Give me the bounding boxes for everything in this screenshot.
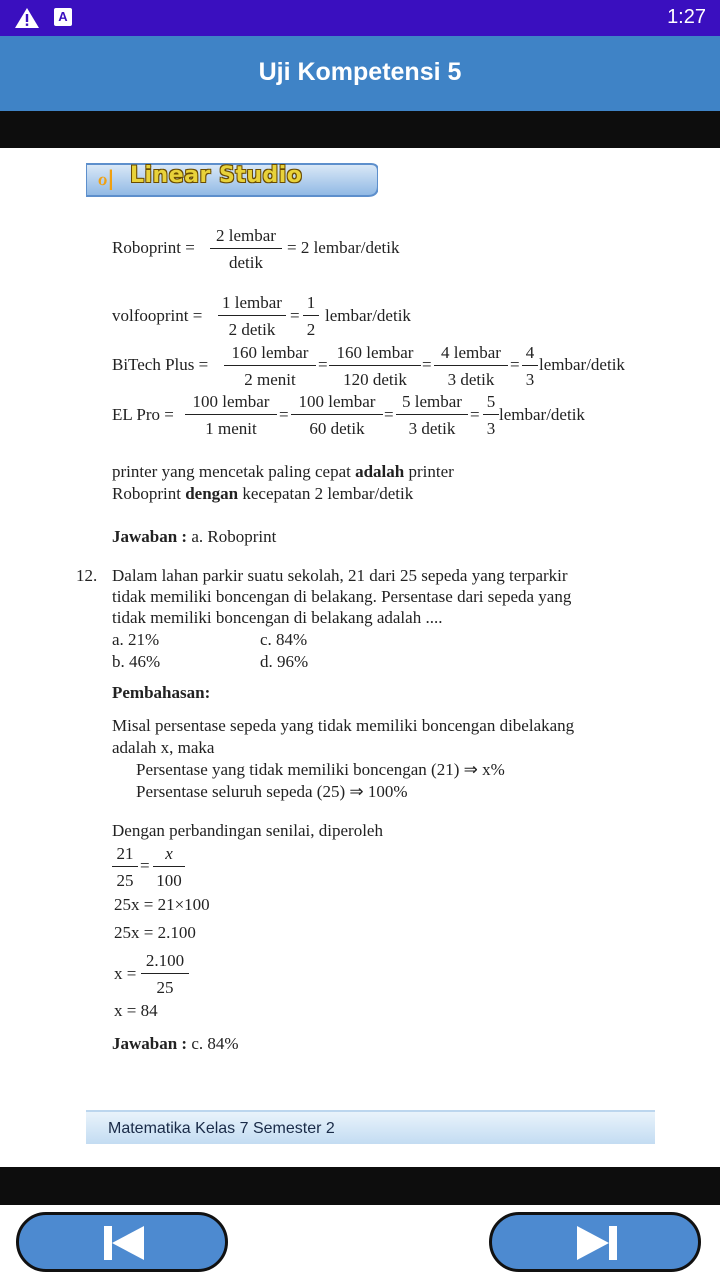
top-divider-bar: [0, 111, 720, 148]
roboprint-result: = 2 lembar/detik: [287, 238, 400, 257]
step-3-lhs: x =: [114, 964, 137, 983]
navigation-bar: [0, 1205, 720, 1280]
bitech-unit: lembar/detik: [539, 355, 625, 374]
equals-sign: =: [279, 405, 289, 424]
volfooprint-fraction-1: 1 lembar 2 detik: [218, 293, 286, 340]
bitech-label: BiTech Plus =: [112, 355, 209, 374]
skip-next-icon: [575, 1225, 619, 1261]
bitech-fraction-4: $\frac{4}{3}$: [522, 343, 538, 390]
equals-sign: =: [318, 355, 328, 374]
elpro-fraction-2: 100 lembar 60 detik: [291, 392, 383, 439]
question-line-1: Dalam lahan parkir suatu sekolah, 21 dari 25 sepeda yang terparkir: [112, 566, 568, 585]
ratio-fraction-2: $\frac{x}{100}$: [153, 844, 185, 891]
elpro-fraction-4: $\frac{5}{3}$: [483, 392, 499, 439]
option-b: b. 46%: [112, 652, 161, 671]
app-notification-icon: A: [54, 8, 72, 26]
pembahasan-heading: Pembahasan:: [112, 683, 211, 702]
skip-previous-icon: [102, 1225, 146, 1261]
roboprint-label: Roboprint =: [112, 238, 195, 257]
option-d: d. 96%: [260, 652, 309, 671]
previous-button[interactable]: [16, 1212, 228, 1272]
step-4: x = 84: [114, 1001, 158, 1020]
question-line-3: tidak memiliki boncengan di belakang adalah ....: [112, 608, 443, 627]
question-number: 12.: [76, 566, 98, 585]
bitech-fraction-3: 4 lembar 3 detik: [434, 343, 508, 390]
option-a: a. 21%: [112, 630, 160, 649]
status-time: 1:27: [667, 6, 706, 28]
step-2: 25x = 2.100: [114, 923, 196, 942]
pembahasan-line-4: Persentase seluruh sepeda (25) ⇒ 100%: [136, 782, 408, 801]
elpro-fraction-1: 100 lembar 1 menit: [185, 392, 277, 439]
volfooprint-unit: lembar/detik: [325, 306, 411, 325]
equals-sign: =: [290, 306, 300, 325]
answer-1: Jawaban : a. Roboprint: [112, 527, 277, 546]
step-3-fraction: $\frac{2.100}{25}$: [141, 951, 189, 998]
ratio-fraction-1: $\frac{21}{25}$: [112, 844, 138, 891]
bitech-fraction-1: 160 lembar 2 menit: [224, 343, 316, 390]
elpro-label: EL Pro =: [112, 405, 174, 424]
volfooprint-fraction-2: $\frac{1}{2}$: [303, 293, 319, 340]
answer-2: Jawaban : c. 84%: [112, 1034, 239, 1053]
equals-sign: =: [510, 355, 520, 374]
elpro-unit: lembar/detik: [499, 405, 585, 424]
equals-sign: =: [140, 856, 150, 875]
pembahasan-line-2: adalah x, maka: [112, 738, 215, 757]
status-bar: [0, 0, 720, 36]
document-page: [0, 148, 720, 1167]
page-title: Uji Kompetensi 5: [258, 58, 462, 86]
elpro-fraction-3: 5 lembar 3 detik: [396, 392, 468, 439]
bitech-fraction-2: 160 lembar 120 detik: [329, 343, 421, 390]
question-line-2: tidak memiliki boncengan di belakang. Persentase dari sepeda yang: [112, 587, 572, 606]
equals-sign: =: [384, 405, 394, 424]
page-footer: [86, 1110, 655, 1144]
equals-sign: =: [422, 355, 432, 374]
banner-title: Linear Studio: [130, 163, 303, 188]
app-bar: [0, 36, 720, 111]
conclusion-line-1: printer yang mencetak paling cepat adalah printer: [112, 462, 454, 481]
pembahasan-line-1: Misal persentase sepeda yang tidak memiliki boncengan dibelakang: [112, 716, 575, 735]
roboprint-fraction: 2 lembar detik: [210, 226, 282, 273]
volfooprint-label: volfooprint =: [112, 306, 203, 325]
pembahasan-line-5: Dengan perbandingan senilai, diperoleh: [112, 821, 383, 840]
warning-icon: [14, 7, 40, 29]
bottom-divider-bar: [0, 1167, 720, 1205]
footer-text: Matematika Kelas 7 Semester 2: [108, 1120, 335, 1137]
option-c: c. 84%: [260, 630, 308, 649]
pembahasan-line-3: Persentase yang tidak memiliki boncengan (21) ⇒ x%: [136, 760, 505, 779]
equals-sign: =: [470, 405, 480, 424]
conclusion-line-2: Roboprint dengan kecepatan 2 lembar/detik: [112, 484, 414, 503]
linear-studio-logo-icon: ℴ|: [98, 166, 115, 190]
next-button[interactable]: [489, 1212, 701, 1272]
step-1: 25x = 21×100: [114, 895, 210, 914]
